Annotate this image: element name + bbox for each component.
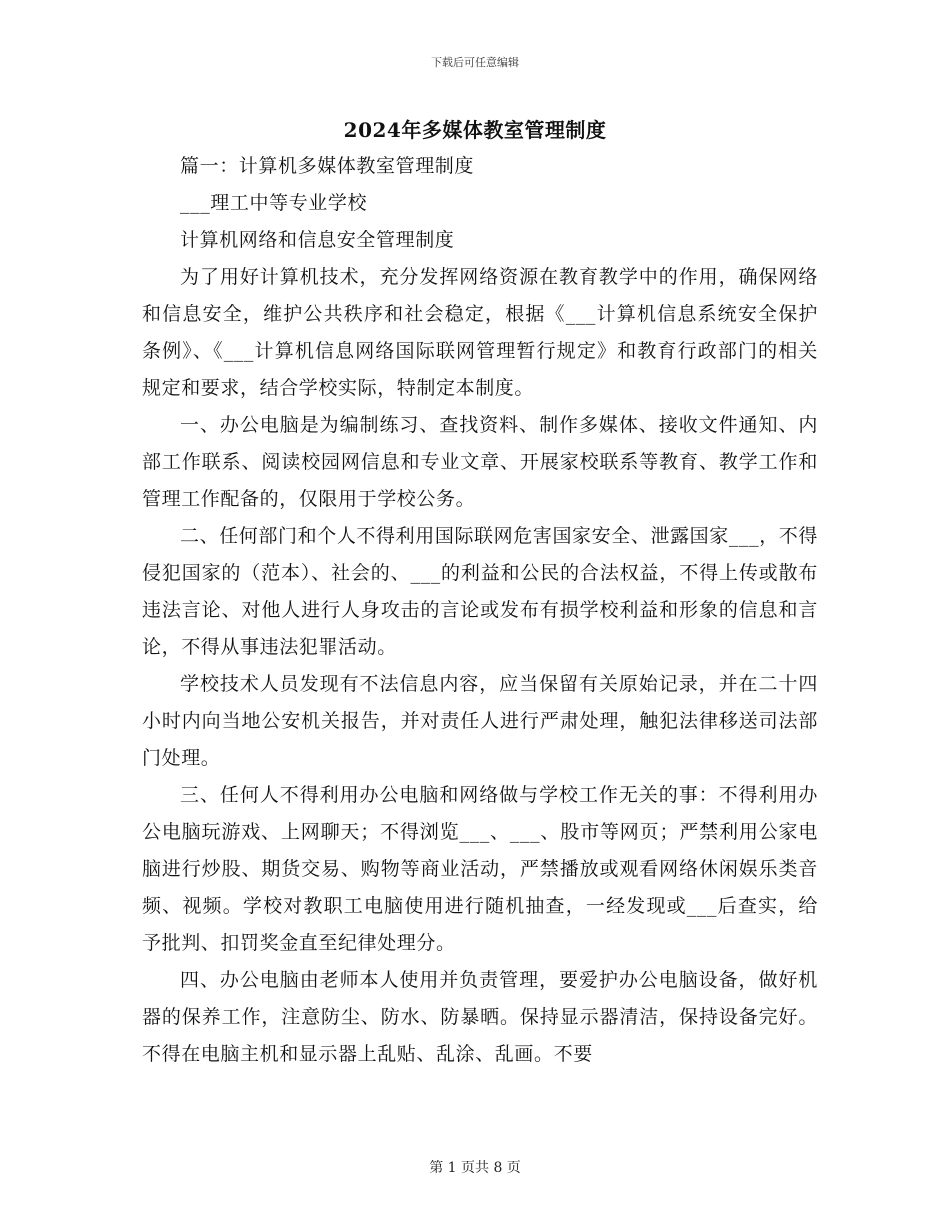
- page-number-footer: 第 1 页共 8 页: [429, 1160, 521, 1176]
- paragraph-school-name: ___理工中等专业学校: [180, 192, 368, 214]
- paragraph-rule-4: 四、办公电脑由老师本人使用并负责管理，要爱护办公电脑设备，做好机器的保养工作，注意防尘、防水、防暴晒。保持显示器清洁，保持设备完好。不得在电脑主机和显示器上乱贴、乱涂、乱画。不要: [142, 969, 818, 1065]
- paragraph-rule-2-note: 学校技术人员发现有不法信息内容，应当保留有关原始记录，并在二十四小时内向当地公安机关报告，并对责任人进行严肃处理，触犯法律移送司法部门处理。: [142, 673, 818, 769]
- paragraph-section-heading: 篇一：计算机多媒体教室管理制度: [180, 155, 475, 177]
- paragraph-rules-title: 计算机网络和信息安全管理制度: [180, 229, 455, 251]
- paragraph-rule-3: 三、任何人不得利用办公电脑和网络做与学校工作无关的事：不得利用办公电脑玩游戏、上网聊天；不得浏览___、___、股市等网页；严禁利用公家电脑进行炒股、期货交易、购物等商业活动，严禁播放或观看网络休闲娱乐类音频、视频。学校对教职工电脑使用进行随机抽查，一经发现或___后查实，给予批判、扣罚奖金直至纪律处理分。: [142, 784, 818, 954]
- paragraph-preamble: 为了用好计算机技术，充分发挥网络资源在教育教学中的作用，确保网络和信息安全，维护公共秩序和社会稳定，根据《___计算机信息系统安全保护条例》、《___计算机信息网络国际联网管理暂行规定》和教育行政部门的相关规定和要求，结合学校实际，特制定本制度。: [142, 266, 818, 399]
- document-body: [142, 148, 818, 1073]
- paragraph-rule-2: 二、任何部门和个人不得利用国际联网危害国家安全、泄露国家___，不得侵犯国家的（范本）、社会的、___的利益和公民的合法权益，不得上传或散布违法言论、对他人进行人身攻击的言论或发布有损学校利益和形象的信息和言论，不得从事违法犯罪活动。: [142, 525, 818, 658]
- header-note: 下载后可任意编辑: [431, 56, 519, 69]
- document-title: 2024年多媒体教室管理制度: [343, 118, 607, 142]
- paragraph-rule-1: 一、办公电脑是为编制练习、查找资料、制作多媒体、接收文件通知、内部工作联系、阅读校园网信息和专业文章、开展家校联系等教育、教学工作和管理工作配备的，仅限用于学校公务。: [142, 414, 818, 510]
